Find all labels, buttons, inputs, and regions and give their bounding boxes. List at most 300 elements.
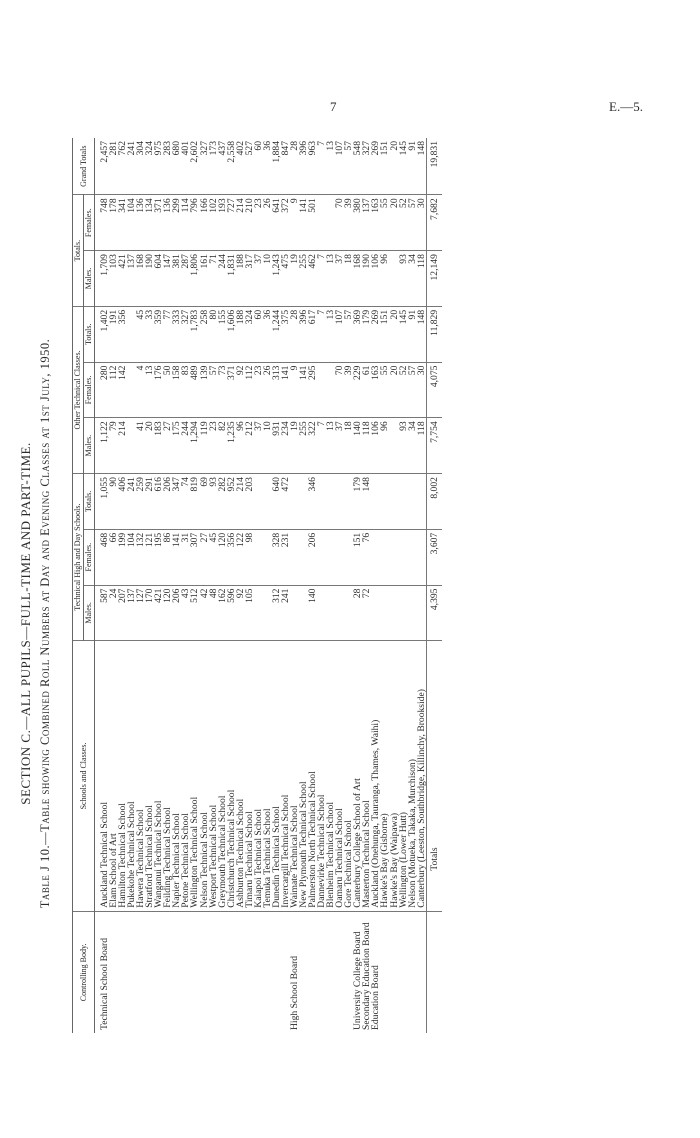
value-cell: 92	[236, 585, 245, 641]
value-cell: 57	[209, 362, 218, 418]
value-cell: 212	[245, 418, 254, 474]
value-cell: 282	[218, 474, 227, 530]
school-name-cell: Feilding Technical School	[163, 641, 172, 911]
value-cell: 604	[154, 251, 163, 307]
value-cell	[127, 362, 136, 418]
value-cell: 359	[154, 306, 163, 362]
value-cell: 501	[308, 195, 317, 251]
value-cell: 1,055	[95, 474, 110, 530]
value-cell: 118	[417, 418, 427, 474]
value-cell: 402	[236, 138, 245, 195]
value-cell: 179	[353, 474, 362, 530]
school-name-cell: Wellington (Lower Hutt)	[399, 641, 408, 911]
value-cell: 2,457	[95, 138, 110, 195]
value-cell: 952	[227, 474, 236, 530]
controlling-body-cell	[245, 911, 254, 1033]
value-cell: 328	[272, 529, 281, 585]
header-females: Females.	[84, 529, 95, 585]
value-cell: 106	[371, 418, 380, 474]
school-name-cell: Christchurch Technical School	[227, 641, 236, 911]
total-value-cell: 4,395	[426, 585, 442, 641]
school-name-cell: Temuka Technical School	[263, 641, 272, 911]
value-cell: 178	[109, 195, 118, 251]
value-cell: 241	[281, 585, 290, 641]
value-cell: 193	[218, 195, 227, 251]
value-cell: 43	[181, 585, 190, 641]
value-cell: 168	[136, 251, 145, 307]
value-cell	[408, 585, 417, 641]
controlling-body-cell: University College Board	[352, 931, 364, 1030]
value-cell: 20	[390, 306, 399, 362]
value-cell: 333	[172, 306, 181, 362]
value-cell: 71	[209, 251, 218, 307]
value-cell: 34	[408, 251, 417, 307]
value-cell: 548	[353, 138, 362, 195]
value-cell: 118	[362, 418, 371, 474]
total-value-cell: 7,682	[426, 195, 442, 251]
value-cell: 287	[181, 251, 190, 307]
value-cell: 214	[236, 474, 245, 530]
value-cell: 69	[200, 474, 209, 530]
value-cell: 42	[200, 585, 209, 641]
school-name-cell: Blenheim Technical School	[326, 641, 335, 911]
controlling-body-cell	[299, 911, 308, 1033]
value-cell: 640	[272, 474, 281, 530]
value-cell: 70	[335, 195, 344, 251]
value-cell: 1,122	[95, 418, 110, 474]
school-name-cell: Hawera Technical School	[136, 641, 145, 911]
value-cell	[390, 585, 399, 641]
value-cell: 162	[218, 585, 227, 641]
totals-label: Totals	[426, 641, 442, 911]
value-cell: 1,244	[272, 306, 281, 362]
value-cell: 72	[362, 585, 371, 641]
value-cell: 680	[172, 138, 181, 195]
header-technical-day-schools: Technical High and Day Schools.	[73, 474, 84, 641]
totals-spacer-cell	[426, 911, 442, 1033]
value-cell: 596	[227, 585, 236, 641]
school-name-cell: Oamaru Technical School	[335, 641, 344, 911]
value-cell: 79	[109, 418, 118, 474]
controlling-body-cell: High School Board	[288, 955, 300, 1030]
value-cell: 96	[380, 251, 389, 307]
total-value-cell: 8,002	[426, 474, 442, 530]
value-cell: 231	[281, 529, 290, 585]
controlling-body-cell	[218, 911, 227, 1033]
value-cell: 141	[299, 362, 308, 418]
value-cell: 93	[209, 474, 218, 530]
header-males: Males.	[84, 418, 95, 474]
value-cell: 1,831	[227, 251, 236, 307]
value-cell: 489	[190, 362, 199, 418]
value-cell: 57	[344, 306, 353, 362]
value-cell: 210	[245, 195, 254, 251]
value-cell: 369	[353, 306, 362, 362]
value-cell: 7	[317, 418, 326, 474]
value-cell: 134	[145, 195, 154, 251]
value-cell: 74	[181, 474, 190, 530]
value-cell: 45	[209, 529, 218, 585]
value-cell: 269	[371, 138, 380, 195]
value-cell: 931	[272, 418, 281, 474]
value-cell: 118	[417, 251, 427, 307]
controlling-body-cell	[145, 911, 154, 1033]
header-controlling-body: Controlling Body.	[73, 911, 95, 1033]
value-cell: 475	[281, 251, 290, 307]
value-cell: 148	[417, 306, 427, 362]
value-cell: 37	[254, 418, 263, 474]
value-cell: 132	[136, 529, 145, 585]
value-cell: 106	[371, 251, 380, 307]
value-cell: 90	[109, 474, 118, 530]
value-cell: 188	[236, 306, 245, 362]
value-cell	[317, 362, 326, 418]
value-cell: 7	[317, 138, 326, 195]
value-cell: 30	[417, 362, 427, 418]
value-cell: 41	[136, 418, 145, 474]
total-value-cell: 11,829	[426, 306, 442, 362]
value-cell: 36	[263, 306, 272, 362]
value-cell: 163	[371, 195, 380, 251]
header-totals-group: Totals.	[73, 195, 84, 306]
value-cell: 120	[163, 585, 172, 641]
value-cell: 7	[317, 251, 326, 307]
controlling-body-cell	[200, 911, 209, 1033]
value-cell: 796	[190, 195, 199, 251]
table-body	[95, 138, 442, 1033]
school-name-cell: Pukekohe Technical School	[127, 641, 136, 911]
school-name-cell: Petone Technical School	[181, 641, 190, 911]
value-cell: 4	[136, 362, 145, 418]
value-cell: 76	[362, 529, 371, 585]
value-cell	[254, 529, 263, 585]
value-cell: 37	[254, 251, 263, 307]
rotated-table-page	[20, 136, 630, 1111]
value-cell: 1,783	[190, 306, 199, 362]
value-cell: 60	[254, 138, 263, 195]
value-cell: 26	[263, 362, 272, 418]
value-cell	[408, 474, 417, 530]
value-cell: 327	[200, 138, 209, 195]
header-males: Males.	[84, 251, 95, 307]
value-cell: 203	[245, 474, 254, 530]
school-name-cell: Nelson Technical School	[200, 641, 209, 911]
school-name-cell: Napier Technical School	[172, 641, 181, 911]
school-name-cell: Greymouth Technical School	[218, 641, 227, 911]
school-name-cell: Auckland Technical School	[95, 641, 110, 911]
value-cell: 244	[218, 251, 227, 307]
school-name-cell: Hawke's Bay (Waipawa)	[390, 641, 399, 911]
controlling-body-cell: Technical School Board	[99, 937, 110, 1030]
value-cell: 20	[390, 362, 399, 418]
value-cell: 190	[362, 251, 371, 307]
total-value-cell: 7,754	[426, 418, 442, 474]
value-cell: 206	[163, 474, 172, 530]
school-name-cell: Wanganui Technical School	[154, 641, 163, 911]
value-cell: 280	[95, 362, 110, 418]
table-row	[95, 138, 110, 1033]
total-value-cell: 4,075	[426, 362, 442, 418]
value-cell: 107	[335, 306, 344, 362]
value-cell: 45	[136, 306, 145, 362]
value-cell: 206	[172, 585, 181, 641]
value-cell: 324	[145, 138, 154, 195]
total-value-cell: 3,607	[426, 529, 442, 585]
value-cell: 1,294	[190, 418, 199, 474]
value-cell: 151	[380, 306, 389, 362]
header-schools: Schools and Classes.	[73, 641, 95, 911]
value-cell: 136	[136, 195, 145, 251]
value-cell: 36	[263, 138, 272, 195]
total-value-cell: 19,831	[426, 138, 442, 195]
value-cell: 151	[353, 529, 362, 585]
value-cell: 91	[408, 138, 417, 195]
value-cell: 963	[308, 138, 317, 195]
value-cell: 139	[200, 362, 209, 418]
value-cell: 1,243	[272, 251, 281, 307]
value-cell: 199	[118, 529, 127, 585]
header-females: Females.	[84, 362, 95, 418]
value-cell: 39	[344, 195, 353, 251]
value-cell: 31	[181, 529, 190, 585]
value-cell: 269	[371, 306, 380, 362]
value-cell: 140	[308, 585, 317, 641]
value-cell: 163	[371, 362, 380, 418]
value-cell: 168	[353, 251, 362, 307]
totals-row	[426, 138, 442, 1033]
value-cell	[290, 474, 299, 530]
section-title: SECTION C.—ALL PUPILS—FULL-TIME AND PART-TIME.	[18, 442, 33, 805]
header-females: Females.	[84, 195, 95, 251]
value-cell: 1,235	[227, 418, 236, 474]
value-cell: 401	[181, 138, 190, 195]
value-cell	[254, 474, 263, 530]
controlling-body-cell	[127, 911, 136, 1033]
value-cell	[317, 474, 326, 530]
value-cell: 136	[163, 195, 172, 251]
value-cell: 371	[227, 362, 236, 418]
controlling-body-cell	[326, 911, 335, 1033]
value-cell: 137	[127, 585, 136, 641]
value-cell: 327	[181, 306, 190, 362]
value-cell	[335, 585, 344, 641]
value-cell: 206	[308, 529, 317, 585]
value-cell: 244	[181, 418, 190, 474]
value-cell: 82	[218, 418, 227, 474]
value-cell: 307	[190, 529, 199, 585]
value-cell: 356	[118, 306, 127, 362]
value-cell: 70	[335, 362, 344, 418]
value-cell: 121	[145, 529, 154, 585]
value-cell: 527	[245, 138, 254, 195]
value-cell: 39	[344, 362, 353, 418]
value-cell: 214	[236, 195, 245, 251]
value-cell: 27	[200, 529, 209, 585]
value-cell	[290, 529, 299, 585]
value-cell	[335, 474, 344, 530]
value-cell: 77	[163, 306, 172, 362]
value-cell	[317, 195, 326, 251]
value-cell: 52	[399, 362, 408, 418]
value-cell: 748	[95, 195, 110, 251]
value-cell: 188	[236, 251, 245, 307]
value-cell	[290, 585, 299, 641]
value-cell: 371	[154, 195, 163, 251]
value-cell: 762	[118, 138, 127, 195]
value-cell: 512	[190, 585, 199, 641]
value-cell: 26	[263, 195, 272, 251]
value-cell: 137	[127, 251, 136, 307]
value-cell: 27	[163, 418, 172, 474]
value-cell: 190	[145, 251, 154, 307]
value-cell	[326, 474, 335, 530]
controlling-body-cell	[272, 911, 281, 1033]
value-cell: 161	[200, 251, 209, 307]
value-cell: 299	[172, 195, 181, 251]
value-cell: 91	[408, 306, 417, 362]
school-name-cell: Canterbury (Leeston, Southbridge, Killinchy, Brookside)	[417, 641, 427, 911]
value-cell: 255	[299, 251, 308, 307]
value-cell: 119	[200, 418, 209, 474]
school-name-cell: Wellington Technical School	[190, 641, 199, 911]
total-value-cell: 12,149	[426, 251, 442, 307]
value-cell: 13	[326, 251, 335, 307]
school-name-cell: Auckland (Onehunga, Tauranga, Thames, Waihi)	[371, 641, 380, 911]
school-name-cell: Kaiapoi Technical School	[254, 641, 263, 911]
value-cell: 13	[326, 418, 335, 474]
school-name-cell: Gore Technical School	[344, 641, 353, 911]
value-cell: 214	[118, 418, 127, 474]
school-name-cell: Dannevirke Technical School	[317, 641, 326, 911]
value-cell	[399, 474, 408, 530]
school-name-cell: Timaru Technical School	[245, 641, 254, 911]
value-cell: 148	[417, 138, 427, 195]
value-cell: 23	[209, 418, 218, 474]
value-cell	[371, 474, 380, 530]
value-cell: 93	[399, 418, 408, 474]
value-cell: 727	[227, 195, 236, 251]
value-cell: 104	[127, 529, 136, 585]
value-cell: 141	[172, 529, 181, 585]
value-cell: 259	[136, 474, 145, 530]
value-cell: 61	[362, 362, 371, 418]
roll-numbers-table	[72, 138, 442, 1033]
header-males: Males.	[84, 585, 95, 641]
value-cell: 421	[118, 251, 127, 307]
header-totals: Totals.	[84, 306, 95, 362]
value-cell: 179	[362, 306, 371, 362]
value-cell: 396	[299, 306, 308, 362]
value-cell	[399, 529, 408, 585]
controlling-body-cell	[335, 911, 344, 1033]
value-cell: 312	[272, 585, 281, 641]
value-cell: 20	[390, 138, 399, 195]
value-cell: 381	[172, 251, 181, 307]
table-row	[417, 138, 427, 1033]
value-cell: 421	[154, 585, 163, 641]
value-cell: 52	[399, 195, 408, 251]
value-cell: 291	[145, 474, 154, 530]
value-cell: 255	[299, 418, 308, 474]
value-cell: 142	[118, 362, 127, 418]
value-cell: 147	[163, 251, 172, 307]
value-cell: 380	[353, 195, 362, 251]
value-cell: 356	[227, 529, 236, 585]
controlling-body-cell	[317, 911, 326, 1033]
value-cell: 641	[272, 195, 281, 251]
controlling-body-cell	[154, 911, 163, 1033]
school-name-cell: Hamilton Technical School	[118, 641, 127, 911]
controlling-body-cell	[308, 911, 317, 1033]
value-cell: 23	[254, 362, 263, 418]
value-cell: 191	[109, 306, 118, 362]
controlling-body-cell	[380, 911, 389, 1033]
controlling-body-cell	[254, 911, 263, 1033]
value-cell	[399, 585, 408, 641]
value-cell: 396	[299, 138, 308, 195]
value-cell: 30	[417, 195, 427, 251]
value-cell: 207	[118, 585, 127, 641]
school-name-cell: Ashburton Technical School	[236, 641, 245, 911]
value-cell: 19	[290, 418, 299, 474]
controlling-body-cell	[236, 911, 245, 1033]
value-cell	[326, 529, 335, 585]
value-cell: 317	[245, 251, 254, 307]
value-cell: 141	[299, 195, 308, 251]
value-cell: 241	[127, 138, 136, 195]
value-cell: 347	[172, 474, 181, 530]
value-cell: 140	[353, 418, 362, 474]
school-name-cell: Palmerston North Technical School	[308, 641, 317, 911]
value-cell	[417, 585, 427, 641]
value-cell: 37	[335, 251, 344, 307]
header-grand-totals: Grand Totals	[73, 138, 95, 195]
controlling-body-cell	[136, 911, 145, 1033]
value-cell: 28	[353, 585, 362, 641]
value-cell: 281	[109, 138, 118, 195]
value-cell	[326, 585, 335, 641]
value-cell: 258	[200, 306, 209, 362]
value-cell: 34	[408, 418, 417, 474]
value-cell: 148	[362, 474, 371, 530]
value-cell: 93	[399, 251, 408, 307]
controlling-body-cell	[408, 911, 417, 1033]
value-cell	[390, 529, 399, 585]
value-cell: 304	[136, 138, 145, 195]
controlling-body-cell	[190, 911, 199, 1033]
value-cell: 1,806	[190, 251, 199, 307]
value-cell: 1,884	[272, 138, 281, 195]
value-cell: 137	[362, 195, 371, 251]
value-cell: 7	[317, 306, 326, 362]
value-cell: 20	[390, 195, 399, 251]
value-cell	[317, 585, 326, 641]
controlling-body-cell: Secondary Education Board	[361, 922, 373, 1030]
controlling-body-cell	[172, 911, 181, 1033]
value-cell: 112	[109, 362, 118, 418]
value-cell: 437	[218, 138, 227, 195]
value-cell: 57	[344, 138, 353, 195]
value-cell: 145	[399, 306, 408, 362]
value-cell: 73	[218, 362, 227, 418]
value-cell: 60	[254, 306, 263, 362]
value-cell: 48	[209, 585, 218, 641]
value-cell: 406	[118, 474, 127, 530]
value-cell: 114	[181, 195, 190, 251]
table-title: Table J 10.—Table showing Combined Roll Numbers at Day and Evening Classes at 1st July, 1950.	[38, 338, 52, 909]
page-number: 7	[330, 99, 337, 114]
controlling-body-cell	[399, 911, 408, 1033]
